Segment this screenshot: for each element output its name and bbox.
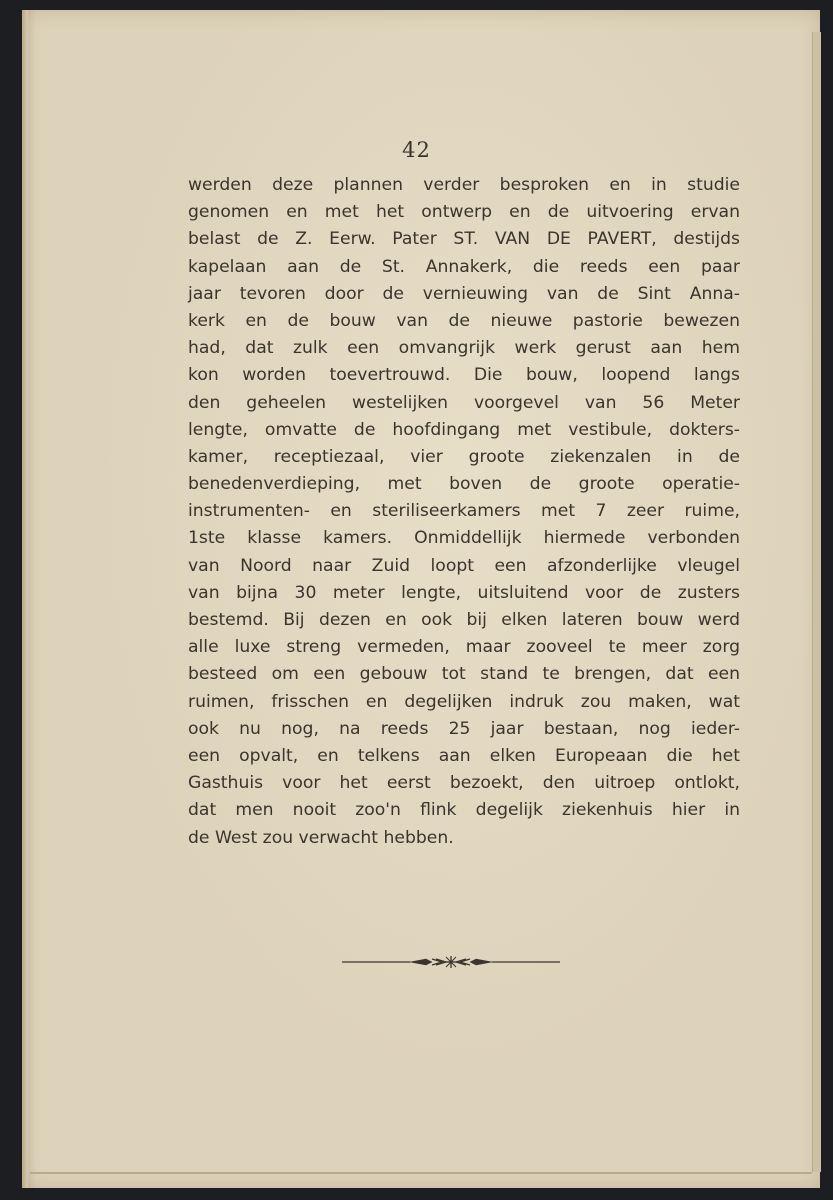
text-line: 1ste klasse kamers. Onmiddellijk hiermede verbonden (188, 528, 740, 549)
page-number: 42 (402, 138, 431, 162)
text-line: bestemd. Bij dezen en ook bij elken lateren bouw werd (188, 610, 740, 630)
text-line: instrumenten- en steriliseerkamers met 7 zeer ruime, (188, 501, 740, 522)
ornament-divider-icon (340, 952, 562, 972)
text-line: besteed om een gebouw tot stand te brengen, dat een (188, 664, 740, 685)
text-line: den geheelen westelijken voorgevel van 56 Meter (188, 392, 740, 413)
text-line: Gasthuis voor het eerst bezoekt, den uitroep ontlokt, (188, 773, 740, 794)
text-line: ook nu nog, na reeds 25 jaar bestaan, nog ieder- (188, 718, 740, 739)
page-binding-edge (22, 10, 28, 1188)
text-line: werden deze plannen verder besproken en in studie (188, 175, 740, 195)
text-line: belast de Z. Eerw. Pater ST. VAN DE PAVERT, destijds (188, 229, 740, 250)
text-line: kapelaan aan de St. Annakerk, die reeds een paar (188, 256, 740, 277)
text-line: dat men nooit zoo'n flink degelijk ziekenhuis hier in (188, 800, 740, 821)
page-right-edge (812, 32, 821, 1172)
text-line: lengte, omvatte de hoofdingang met vestibule, dokters- (188, 419, 740, 440)
text-line: alle luxe streng vermeden, maar zooveel te meer zorg (188, 637, 740, 658)
text-line: kerk en de bouw van de nieuwe pastorie bewezen (188, 310, 740, 331)
text-line: had, dat zulk een omvangrijk werk gerust aan hem (188, 338, 740, 359)
body-text (188, 172, 740, 852)
text-line: van bijna 30 meter lengte, uitsluitend voor de zusters (188, 582, 740, 603)
page-bottom-edge (30, 1172, 812, 1174)
text-line: genomen en met het ontwerp en de uitvoering ervan (188, 202, 740, 223)
text-line: van Noord naar Zuid loopt een afzonderlijke vleugel (188, 555, 740, 576)
text-line: ruimen, frisschen en degelijken indruk zou maken, wat (188, 691, 740, 712)
text-line: kamer, receptiezaal, vier groote ziekenzalen in de (188, 446, 740, 467)
text-line: benedenverdieping, met boven de groote operatie- (188, 474, 740, 495)
text-line: een opvalt, en telkens aan elken Europeaan die het (188, 745, 740, 766)
text-line: kon worden toevertrouwd. Die bouw, loopend langs (188, 365, 740, 386)
text-line: jaar tevoren door de vernieuwing van de Sint Anna- (188, 283, 740, 304)
text-line-last: de West zou verwacht hebben. (188, 827, 454, 848)
